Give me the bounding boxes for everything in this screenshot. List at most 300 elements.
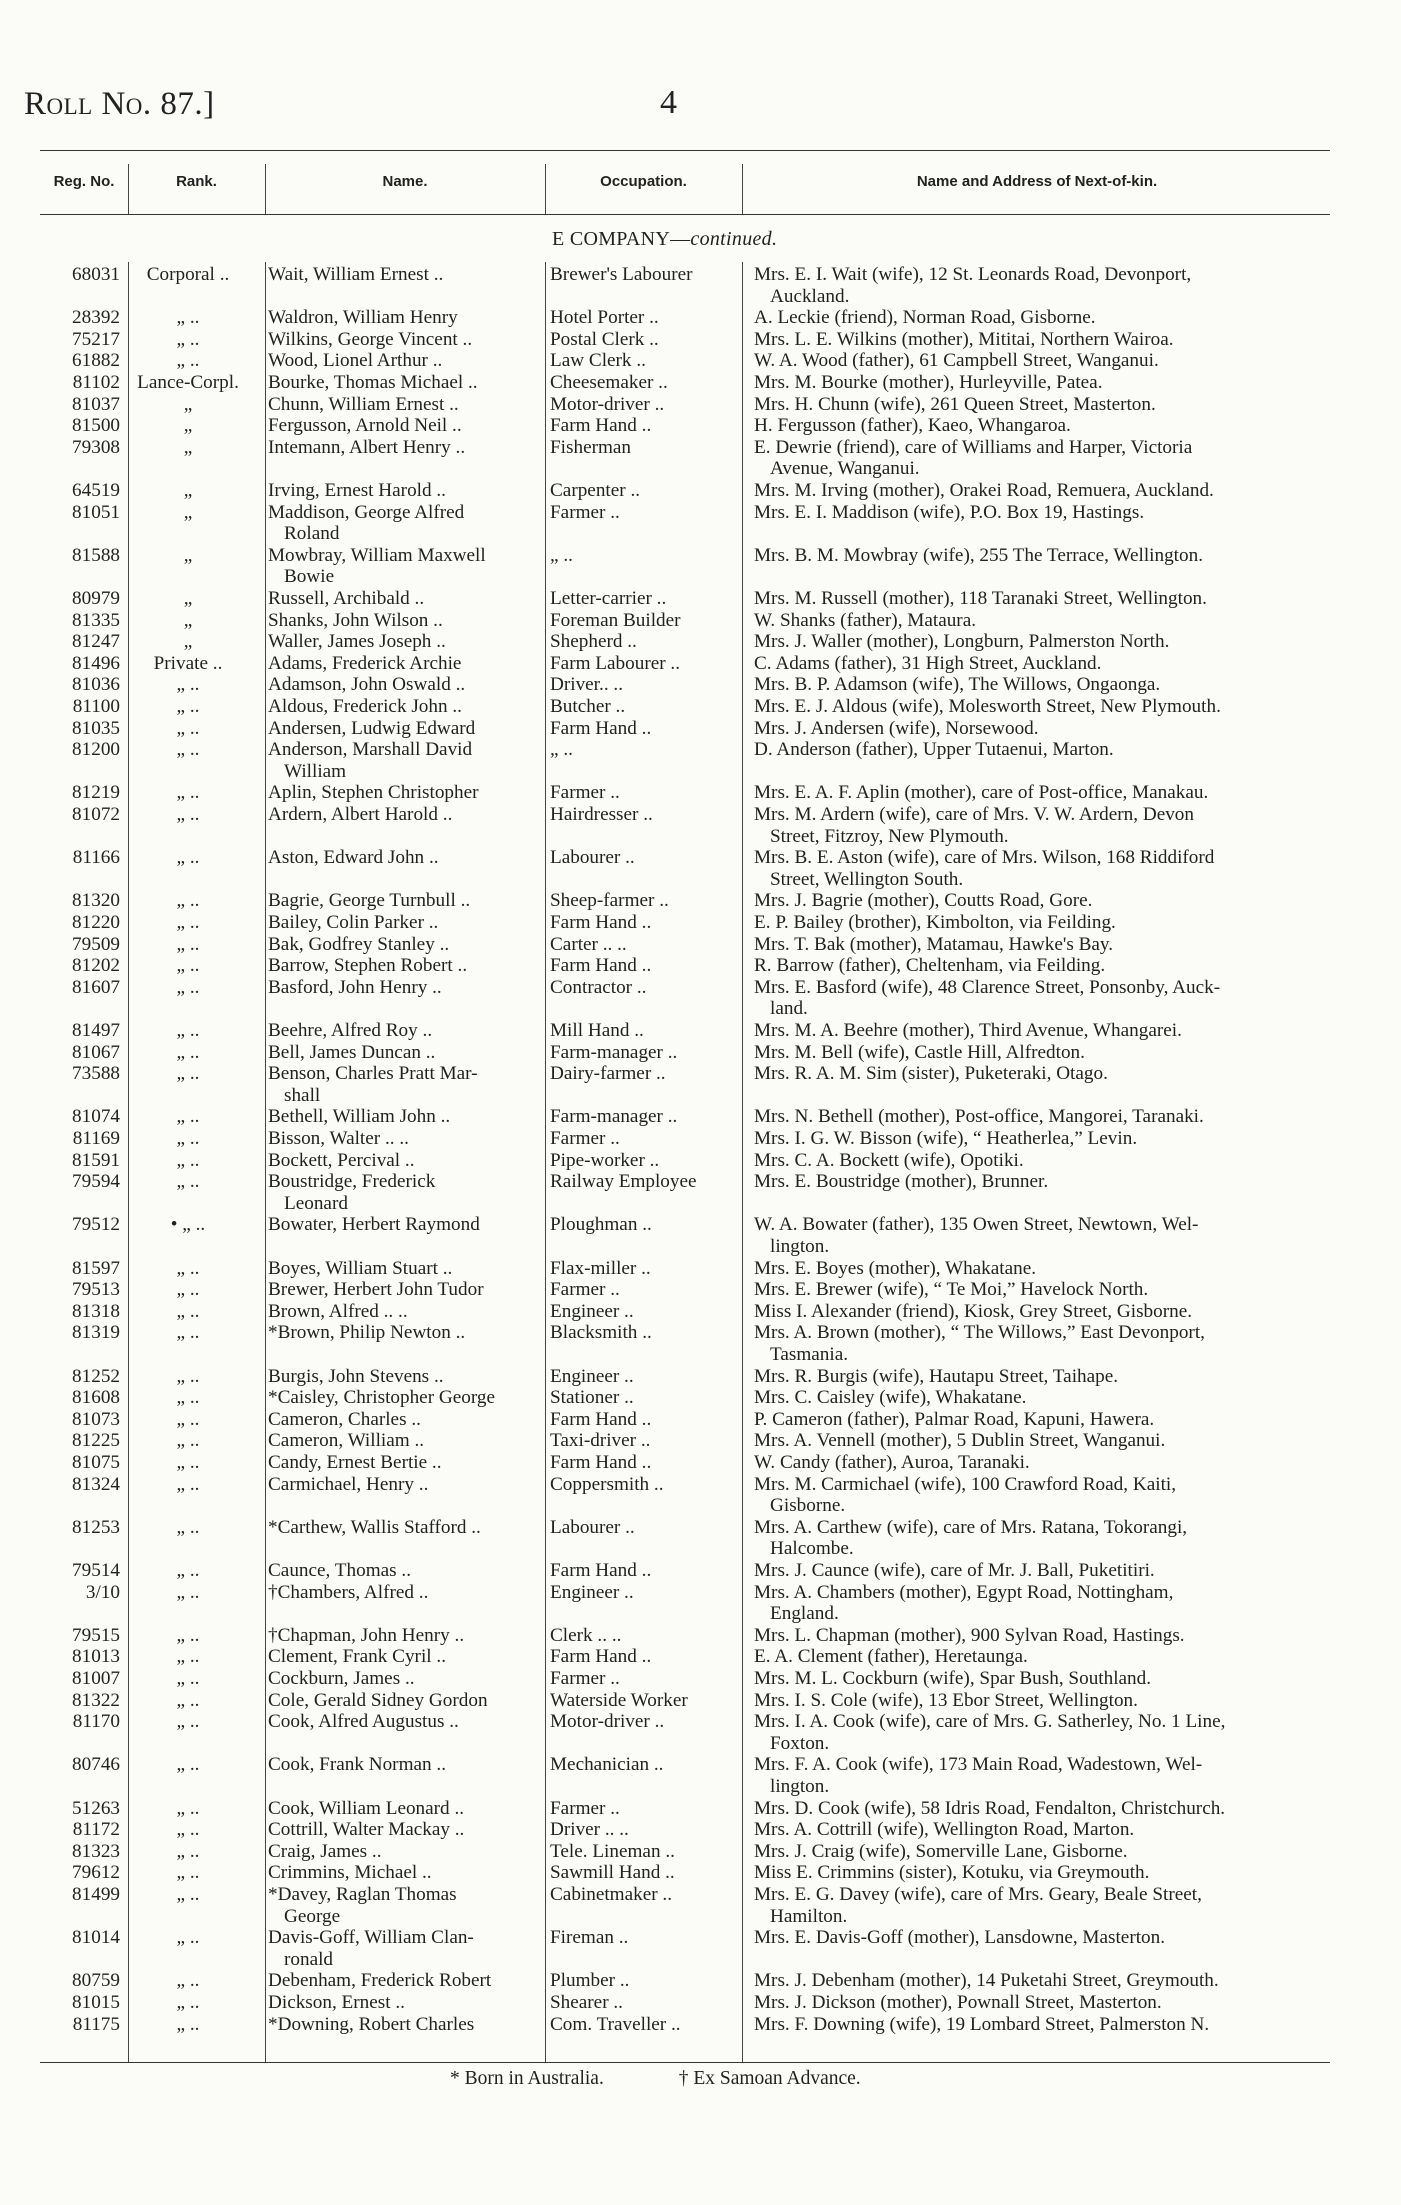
soldier-name [268, 588, 540, 610]
rank: „ .. [176, 1365, 200, 1387]
rank: „ .. [176, 1927, 200, 1949]
soldier-name [268, 696, 540, 718]
header-bottom-rule [40, 214, 1330, 215]
reg-number: 81014 [72, 1927, 120, 1949]
occupation: Cheesemaker .. [550, 372, 668, 393]
occupation: Sheep-farmer .. [550, 890, 669, 912]
next-of-kin [754, 1582, 1324, 1625]
rank: „ .. [176, 1322, 200, 1344]
reg-number: 81322 [72, 1689, 120, 1711]
next-of-kin [754, 1258, 1324, 1280]
soldier-name [268, 1970, 540, 1992]
soldier-name-continuation: William [284, 760, 347, 782]
soldier-name [268, 1366, 540, 1388]
reg-number: 81319 [72, 1322, 120, 1344]
next-of-kin-continuation: Foxton. [770, 1732, 830, 1754]
rank: „ .. [176, 1473, 200, 1495]
next-of-kin [754, 890, 1324, 912]
soldier-name [268, 1690, 540, 1712]
soldier-name [268, 307, 540, 329]
soldier-name-line: Beehre, Alfred Roy .. [268, 1020, 433, 1041]
table-row [0, 696, 1401, 718]
soldier-name-line: Bisson, Walter .. .. [268, 1128, 409, 1149]
soldier-name [268, 1150, 540, 1172]
reg-number: 79612 [72, 1862, 120, 1884]
soldier-name [268, 1754, 540, 1776]
table-row [0, 437, 1401, 480]
occupation: Railway Employee [550, 1171, 697, 1193]
rank: „ .. [176, 1452, 200, 1473]
soldier-name-line: Cameron, William .. [268, 1430, 425, 1452]
table-row [0, 955, 1401, 977]
soldier-name [268, 264, 540, 286]
soldier-name [268, 545, 540, 588]
next-of-kin-line: Mrs. C. Caisley (wife), Whakatane. [754, 1387, 1027, 1409]
reg-number: 81037 [72, 393, 120, 415]
next-of-kin-continuation: Avenue, Wanganui. [770, 458, 920, 480]
table-row [0, 307, 1401, 329]
soldier-name [268, 1452, 540, 1474]
soldier-name-line: *Carthew, Wallis Stafford .. [268, 1516, 481, 1538]
next-of-kin [754, 1862, 1324, 1884]
soldier-name-line: Anderson, Marshall David [268, 739, 473, 761]
rank: „ .. [176, 1819, 200, 1841]
next-of-kin-line: Mrs. M. Bourke (mother), Hurleyville, Patea. [754, 372, 1103, 393]
next-of-kin [754, 739, 1324, 761]
rank: „ .. [176, 696, 200, 717]
rank: „ [183, 544, 193, 566]
next-of-kin [754, 415, 1324, 437]
next-of-kin-line: Mrs. M. Carmichael (wife), 100 Crawford Road, Kaiti, [754, 1473, 1177, 1495]
next-of-kin-line: Mrs. R. Burgis (wife), Hautapu Street, Taihape. [754, 1365, 1119, 1387]
soldier-name [268, 1430, 540, 1452]
next-of-kin-line: A. Leckie (friend), Norman Road, Gisborne. [754, 307, 1096, 329]
occupation: Hairdresser .. [550, 804, 653, 825]
occupation: Fireman .. [550, 1927, 629, 1949]
rank: „ .. [176, 955, 200, 977]
soldier-name [268, 890, 540, 912]
reg-number: 81170 [72, 1711, 120, 1733]
next-of-kin-line: Mrs. M. Irving (mother), Orakei Road, Remuera, Auckland. [754, 480, 1214, 501]
soldier-name-line: Aston, Edward John .. [268, 847, 439, 869]
next-of-kin [754, 782, 1324, 804]
occupation: Farm Hand .. [550, 955, 652, 977]
next-of-kin [754, 1927, 1324, 1949]
next-of-kin [754, 1106, 1324, 1128]
soldier-name [268, 1992, 540, 2014]
occupation: Engineer .. [550, 1300, 634, 1322]
reg-number: 81608 [72, 1387, 120, 1409]
table-row [0, 1279, 1401, 1301]
reg-number: 73588 [72, 1063, 120, 1085]
occupation: Dairy-farmer .. [550, 1063, 666, 1085]
next-of-kin-line: D. Anderson (father), Upper Tutaenui, Marton. [754, 739, 1114, 761]
next-of-kin-line: Mrs. E. Davis-Goff (mother), Lansdowne, Masterton. [754, 1927, 1166, 1949]
soldier-name-line: Carmichael, Henry .. [268, 1473, 429, 1495]
next-of-kin-continuation: Hamilton. [770, 1905, 848, 1927]
next-of-kin [754, 1690, 1324, 1712]
next-of-kin [754, 480, 1324, 502]
soldier-name [268, 1646, 540, 1668]
occupation: Coppersmith .. [550, 1473, 664, 1495]
table-row [0, 1927, 1401, 1970]
occupation: Farm Hand .. [550, 415, 652, 437]
occupation: Mill Hand .. [550, 1020, 644, 1041]
occupation: Foreman Builder [550, 609, 681, 631]
next-of-kin [754, 934, 1324, 956]
rank: „ .. [176, 1063, 200, 1085]
soldier-name-line: Wait, William Ernest .. [268, 264, 444, 285]
next-of-kin [754, 437, 1324, 480]
next-of-kin-line: Mrs. B. M. Mowbray (wife), 255 The Terrace, Wellington. [754, 544, 1203, 566]
soldier-name-line: Bourke, Thomas Michael .. [268, 372, 478, 393]
table-row [0, 1862, 1401, 1884]
occupation: Butcher .. [550, 696, 626, 717]
soldier-name [268, 394, 540, 416]
rank: „ .. [176, 674, 200, 696]
soldier-name [268, 1171, 540, 1214]
table-row [0, 1452, 1401, 1474]
rank: „ [183, 501, 193, 523]
table-row [0, 631, 1401, 653]
next-of-kin [754, 1366, 1324, 1388]
rank: „ [183, 588, 193, 609]
next-of-kin-line: Mrs. T. Bak (mother), Matamau, Hawke's Bay. [754, 933, 1114, 955]
soldier-name [268, 1020, 540, 1042]
next-of-kin-line: Mrs. M. L. Cockburn (wife), Spar Bush, Southland. [754, 1668, 1152, 1689]
rank: „ .. [176, 1668, 200, 1689]
occupation: Farm-manager .. [550, 1106, 678, 1128]
soldier-name [268, 739, 540, 782]
soldier-name-line: Bak, Godfrey Stanley .. [268, 933, 450, 955]
soldier-name-line: Russell, Archibald .. [268, 588, 425, 609]
table-row [0, 739, 1401, 782]
occupation: Farmer .. [550, 782, 620, 804]
table-row [0, 1517, 1401, 1560]
rank: Lance-Corpl. [137, 372, 239, 393]
rank: „ .. [176, 1257, 200, 1279]
soldier-name-line: Brown, Alfred .. .. [268, 1300, 408, 1322]
next-of-kin [754, 2014, 1324, 2036]
soldier-name-line: Cameron, Charles .. [268, 1408, 421, 1430]
table-row [0, 1582, 1401, 1625]
soldier-name-line: Irving, Ernest Harold .. [268, 480, 446, 501]
next-of-kin [754, 1841, 1324, 1863]
next-of-kin-line: Mrs. A. Carthew (wife), care of Mrs. Ratana, Tokorangi, [754, 1516, 1188, 1538]
reg-number: 81036 [72, 674, 120, 696]
reg-number: 79594 [72, 1171, 120, 1193]
table-row [0, 1301, 1401, 1323]
next-of-kin-line: Mrs. L. E. Wilkins (mother), Mititai, Northern Wairoa. [754, 328, 1174, 350]
next-of-kin-line: Mrs. E. I. Wait (wife), 12 St. Leonards Road, Devonport, [754, 264, 1192, 285]
reg-number: 79308 [72, 436, 120, 458]
reg-number: 81202 [72, 955, 120, 977]
rank: „ [183, 609, 193, 631]
next-of-kin-continuation: Gisborne. [770, 1495, 846, 1517]
rank: „ .. [176, 1992, 200, 2013]
reg-number: 81220 [72, 912, 120, 933]
occupation: Engineer .. [550, 1581, 634, 1603]
soldier-name-line: Cottrill, Walter Mackay .. [268, 1819, 465, 1841]
next-of-kin-line: Mrs. D. Cook (wife), 58 Idris Road, Fendalton, Christchurch. [754, 1797, 1226, 1819]
rank: „ .. [176, 1581, 200, 1603]
reg-number: 51263 [72, 1797, 120, 1819]
table-row [0, 1798, 1401, 1820]
next-of-kin-line: Mrs. M. Ardern (wife), care of Mrs. V. W. Ardern, Devon [754, 804, 1194, 825]
rank: „ .. [176, 782, 200, 804]
next-of-kin [754, 1819, 1324, 1841]
reg-number: 79509 [72, 933, 120, 955]
reg-number: 81169 [72, 1128, 120, 1149]
occupation: Brewer's Labourer [550, 264, 693, 285]
next-of-kin [754, 1474, 1324, 1517]
occupation: Cabinetmaker .. [550, 1884, 673, 1905]
occupation: Farm Labourer .. [550, 652, 681, 674]
next-of-kin-line: Mrs. J. Dickson (mother), Pownall Street, Masterton. [754, 1992, 1162, 2013]
next-of-kin-line: W. Shanks (father), Mataura. [754, 609, 977, 631]
reg-number: 81073 [72, 1408, 120, 1430]
next-of-kin [754, 1560, 1324, 1582]
reg-number: 61882 [72, 350, 120, 372]
reg-number: 81015 [72, 1992, 120, 2013]
reg-number: 81102 [72, 372, 120, 393]
soldier-name-line: Clement, Frank Cyril .. [268, 1646, 446, 1668]
soldier-name-line: Davis-Goff, William Clan- [268, 1927, 474, 1949]
section-subtitle: continued. [690, 228, 778, 250]
next-of-kin-line: Mrs. E. Brewer (wife), “ Te Moi,” Havelock North. [754, 1279, 1149, 1301]
table-row [0, 977, 1401, 1020]
next-of-kin [754, 1042, 1324, 1064]
soldier-name-line: Cook, Alfred Augustus .. [268, 1711, 459, 1733]
table-row [0, 1430, 1401, 1452]
next-of-kin-line: Mrs. A. Cottrill (wife), Wellington Road, Marton. [754, 1819, 1135, 1841]
soldier-name [268, 415, 540, 437]
table-row [0, 1258, 1401, 1280]
table-row [0, 1992, 1401, 2014]
soldier-name-line: Andersen, Ludwig Edward [268, 717, 476, 739]
soldier-name-line: Chunn, William Ernest .. [268, 393, 459, 415]
section-heading [552, 228, 777, 251]
next-of-kin-line: Mrs. B. P. Adamson (wife), The Willows, Ongaonga. [754, 674, 1161, 696]
rank: „ [183, 436, 193, 458]
reg-number: 81175 [72, 2013, 120, 2035]
rank: „ .. [176, 1689, 200, 1711]
reg-number: 81225 [72, 1430, 120, 1452]
table-row [0, 372, 1401, 394]
soldier-name-line: Basford, John Henry .. [268, 976, 442, 998]
soldier-name-line: Bowater, Herbert Raymond [268, 1214, 480, 1236]
soldier-name-continuation: Leonard [284, 1192, 348, 1214]
occupation: Driver.. .. [550, 674, 624, 696]
next-of-kin [754, 1754, 1324, 1797]
reg-number: 81497 [72, 1020, 120, 1041]
occupation: Tele. Lineman .. [550, 1840, 675, 1862]
rank: „ .. [176, 1862, 200, 1884]
reg-number: 81588 [72, 544, 120, 566]
occupation: Farm Hand .. [550, 1452, 652, 1473]
reg-number: 81035 [72, 717, 120, 739]
rank: „ .. [176, 2013, 200, 2035]
table-row [0, 1366, 1401, 1388]
occupation: Flax-miller .. [550, 1257, 651, 1279]
rank: „ .. [176, 1624, 200, 1646]
next-of-kin [754, 264, 1324, 307]
table-row [0, 1625, 1401, 1647]
soldier-name-line: Craig, James .. [268, 1840, 382, 1862]
occupation: Taxi-driver .. [550, 1430, 651, 1452]
next-of-kin [754, 350, 1324, 372]
next-of-kin-continuation: lington. [770, 1235, 830, 1257]
soldier-name-line: Dickson, Ernest .. [268, 1992, 405, 2013]
occupation: Farm Hand .. [550, 1560, 652, 1581]
next-of-kin [754, 1409, 1324, 1431]
next-of-kin-line: Mrs. E. J. Aldous (wife), Molesworth Street, New Plymouth. [754, 696, 1221, 717]
occupation: Labourer .. [550, 1516, 635, 1538]
soldier-name-line: Fergusson, Arnold Neil .. [268, 415, 462, 437]
next-of-kin-line: Mrs. E. Boustridge (mother), Brunner. [754, 1171, 1049, 1193]
rank: Corporal .. [146, 264, 230, 285]
occupation: Farm Hand .. [550, 1408, 652, 1430]
next-of-kin-line: Mrs. M. Bell (wife), Castle Hill, Alfredton. [754, 1041, 1085, 1063]
table-row [0, 1387, 1401, 1409]
occupation: Farm-manager .. [550, 1041, 678, 1063]
table-row [0, 653, 1401, 675]
soldier-name [268, 1128, 540, 1150]
rank: „ .. [176, 976, 200, 998]
soldier-name [268, 1841, 540, 1863]
soldier-name-line: Barrow, Stephen Robert .. [268, 955, 468, 977]
next-of-kin [754, 394, 1324, 416]
rank: • „ .. [170, 1214, 206, 1236]
table-row [0, 1819, 1401, 1841]
occupation: Plumber .. [550, 1970, 630, 1992]
rank: „ .. [176, 739, 200, 761]
occupation: Motor-driver .. [550, 393, 665, 415]
soldier-name [268, 1862, 540, 1884]
rank: „ .. [176, 1149, 200, 1171]
rank: „ .. [176, 717, 200, 739]
next-of-kin-continuation: England. [770, 1603, 839, 1625]
next-of-kin-line: Mrs. J. Waller (mother), Longburn, Palmerston North. [754, 631, 1170, 653]
occupation: Farm Hand .. [550, 717, 652, 739]
next-of-kin-continuation: Tasmania. [770, 1343, 849, 1365]
soldier-name-line: Adams, Frederick Archie [268, 652, 462, 674]
next-of-kin-line: Mrs. J. Andersen (wife), Norsewood. [754, 717, 1039, 739]
next-of-kin-line: E. A. Clement (father), Heretaunga. [754, 1646, 1028, 1668]
reg-number: 81496 [72, 652, 120, 674]
footnote-born-australia: * Born in Australia. [450, 2068, 604, 2089]
occupation: Com. Traveller .. [550, 2013, 681, 2035]
next-of-kin-line: Mrs. F. A. Cook (wife), 173 Main Road, Wadestown, Wel- [754, 1754, 1203, 1776]
occupation: Mechanician .. [550, 1754, 664, 1776]
next-of-kin-line: Mrs. M. Russell (mother), 118 Taranaki Street, Wellington. [754, 588, 1207, 609]
occupation: Farmer .. [550, 1668, 620, 1689]
soldier-name-line: *Downing, Robert Charles [268, 2013, 475, 2035]
table-row [0, 350, 1401, 372]
next-of-kin [754, 1128, 1324, 1150]
next-of-kin [754, 1171, 1324, 1193]
rank: „ .. [176, 1279, 200, 1301]
next-of-kin-line: Mrs. I. G. W. Bisson (wife), “ Heatherlea,” Levin. [754, 1128, 1138, 1149]
table-row [0, 1970, 1401, 1992]
occupation: „ .. [550, 544, 573, 566]
next-of-kin [754, 1884, 1324, 1927]
rank: „ .. [176, 1754, 200, 1776]
reg-number: 81100 [72, 696, 120, 717]
soldier-name [268, 1279, 540, 1301]
soldier-name-line: Candy, Ernest Bertie .. [268, 1452, 442, 1473]
next-of-kin [754, 1279, 1324, 1301]
rank: „ .. [176, 933, 200, 955]
soldier-name-line: Aplin, Stephen Christopher [268, 782, 479, 804]
occupation: Engineer .. [550, 1365, 634, 1387]
next-of-kin [754, 847, 1324, 890]
rank: „ .. [176, 890, 200, 912]
soldier-name [268, 1927, 540, 1970]
soldier-name [268, 977, 540, 999]
top-rule [40, 150, 1330, 151]
soldier-name [268, 2014, 540, 2036]
rank: „ .. [176, 1020, 200, 1041]
soldier-name-line: Cook, Frank Norman .. [268, 1754, 446, 1776]
reg-number: 81007 [72, 1668, 120, 1689]
rank: „ .. [176, 1840, 200, 1862]
table-row [0, 674, 1401, 696]
table-row [0, 588, 1401, 610]
reg-number: 64519 [72, 480, 120, 501]
soldier-name-line: Caunce, Thomas .. [268, 1560, 411, 1581]
soldier-name [268, 1258, 540, 1280]
soldier-name [268, 1819, 540, 1841]
reg-number: 81591 [72, 1149, 120, 1171]
reg-number: 81597 [72, 1257, 120, 1279]
soldier-name-continuation: Bowie [284, 566, 335, 588]
roll-title: Roll No. 87.] [24, 86, 215, 122]
rank: „ .. [176, 1970, 200, 1992]
soldier-name-line: Brewer, Herbert John Tudor [268, 1279, 484, 1301]
next-of-kin-line: Mrs. C. A. Bockett (wife), Opotiki. [754, 1149, 1024, 1171]
next-of-kin [754, 1711, 1324, 1754]
table-row [0, 1711, 1401, 1754]
reg-number: 68031 [72, 264, 120, 285]
occupation: Shearer .. [550, 1992, 623, 2013]
next-of-kin [754, 1150, 1324, 1172]
reg-number: 79515 [72, 1624, 120, 1646]
table-row [0, 890, 1401, 912]
soldier-name [268, 1798, 540, 1820]
rank: „ .. [176, 804, 200, 825]
soldier-name [268, 955, 540, 977]
footnotes [450, 2068, 1050, 2090]
rank: „ .. [176, 1797, 200, 1819]
table-row [0, 1171, 1401, 1214]
reg-number: 81247 [72, 631, 120, 653]
soldier-name [268, 804, 540, 826]
reg-number: 81500 [72, 415, 120, 437]
table-row [0, 1020, 1401, 1042]
soldier-name-line: Intemann, Albert Henry .. [268, 436, 466, 458]
rank: „ .. [176, 1884, 200, 1905]
next-of-kin [754, 1625, 1324, 1647]
reg-number: 81172 [72, 1819, 120, 1841]
next-of-kin-line: Mrs. J. Caunce (wife), care of Mr. J. Ball, Puketitiri. [754, 1560, 1155, 1581]
next-of-kin [754, 696, 1324, 718]
next-of-kin-line: C. Adams (father), 31 High Street, Auckland. [754, 652, 1102, 674]
soldier-name [268, 1106, 540, 1128]
reg-number: 81074 [72, 1106, 120, 1128]
next-of-kin-continuation: lington. [770, 1775, 830, 1797]
soldier-name-line: Waldron, William Henry [268, 307, 458, 329]
